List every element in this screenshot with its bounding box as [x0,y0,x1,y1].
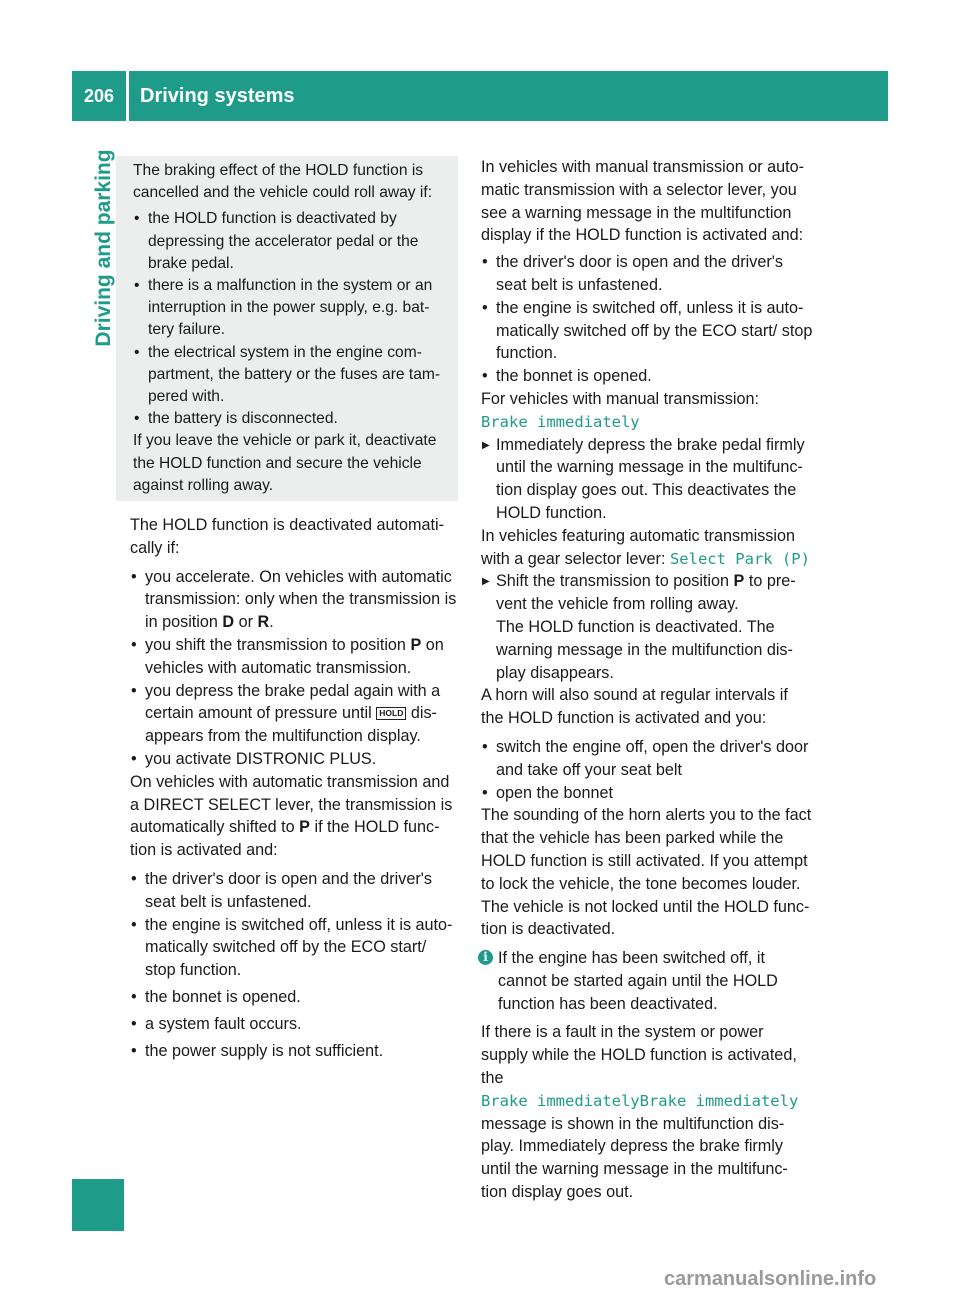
manual-bullet: • the bonnet is opened. [481,365,813,388]
side-tab-label: Driving and parking [92,148,115,347]
fault-paragraph: If there is a fault in the system or power supply while the HOLD function is activated, the [481,1023,797,1088]
manual-bullet: • the engine is switched off, unless it is auto- matically switched off by the ECO start/ stop function. [481,297,813,365]
header-divider [126,71,129,121]
condition-bullet: • the driver's door is open and the driver's seat belt is unfastened. [130,868,460,914]
left-column [130,156,460,1062]
fault-paragraph-end: message is shown in the multifunction dis- play. Immediately depress the brake firmly until the warning message in the multifunc- tion display goes out. [481,1114,788,1202]
info-icon: i [478,950,493,965]
deactivation-bullet: • you accelerate. On vehicles with automatic transmission: only when the transmission is in position D or R. [130,566,460,634]
hold-symbol-icon: HOLD [376,707,406,720]
page-number: 206 [84,86,115,106]
warning-bullet: • the HOLD function is deactivated by depressing the accelerator pedal or the brake pedal. [133,208,446,275]
deactivation-bullet: • you activate DISTRONIC PLUS. [130,748,460,771]
warning-intro: The braking effect of the HOLD function is cancelled and the vehicle could roll away if: [133,162,433,202]
condition-bullet: • the power supply is not sufficient. [130,1040,460,1063]
warning-box [116,156,458,501]
condition-bullet: • a system fault occurs. [130,1013,460,1036]
manual-intro: In vehicles with manual transmission or auto- matic transmission with a selector lever, you see a warning message in the multifunction display if the HOLD function is activated and: [481,158,804,245]
deactivated-intro: The HOLD function is deactivated automati- cally if: [130,516,445,557]
auto-result: The HOLD function is deactivated. The warning message in the multifunction dis- play disappears. [496,617,793,682]
deactivation-bullet: • you shift the transmission to position P on vehicles with automatic transmission. [130,634,460,680]
auto-display-message: Select Park (P) [669,549,810,568]
warning-bullet: • there is a malfunction in the system or an interruption in the power supply, e.g. bat- tery failure. [133,275,446,342]
right-column [481,156,813,1204]
info-note: i If the engine has been switched off, it cannot be started again until the HOLD function has been deactivated. [481,947,813,1015]
warning-bullet: • the electrical system in the engine com- partment, the battery or the fuses are tam- pered with. [133,342,446,409]
horn-intro: A horn will also sound at regular intervals if the HOLD function is activated and you: [481,686,788,728]
warning-outro: If you leave the vehicle or park it, deactivate the HOLD function and secure the vehicle against rolling away. [133,432,437,494]
auto-label: In vehicles featuring automatic transmission with a gear selector lever: Select Park (P) [481,526,810,568]
side-tab-block [72,1179,124,1231]
condition-bullet: • the engine is switched off, unless it is auto- matically switched off by the ECO start/ stop function. [130,914,460,982]
horn-bullet: • open the bonnet [481,782,813,805]
direct-select-paragraph: On vehicles with automatic transmission and a DIRECT SELECT lever, the transmission is automatically shifted to P if the HOLD func- tion is activated and: [130,772,453,860]
auto-step: ▶ Shift the transmission to position P to pre- vent the vehicle from rolling away. [481,570,813,616]
condition-bullet: • the bonnet is opened. [130,986,460,1009]
manual-display-message: Brake immediately [481,412,640,431]
horn-text: The sounding of the horn alerts you to the fact that the vehicle has been parked while the HOLD function is still activated. If you attempt to lock the vehicle, the tone becomes louder. The vehicle is not locked until the HOLD func- tion is deactivated. [481,806,812,939]
deactivation-bullet: • you depress the brake pedal again with a certain amount of pressure until HOLD dis- appears from the multifunction display. [130,680,460,748]
watermark: carmanualsonline.info [664,1268,877,1290]
fault-display-message: Brake immediatelyBrake immediately [481,1091,799,1110]
manual-label: For vehicles with manual transmission: [481,389,759,408]
horn-bullet: • switch the engine off, open the driver's door and take off your seat belt [481,736,813,782]
manual-bullet: • the driver's door is open and the driver's seat belt is unfastened. [481,251,813,297]
section-title: Driving systems [140,85,295,107]
manual-step: ▶ Immediately depress the brake pedal firmly until the warning message in the multifunc- tion display goes out. This deactivates the HOLD function. [481,434,813,525]
warning-bullet: • the battery is disconnected. [133,408,446,430]
